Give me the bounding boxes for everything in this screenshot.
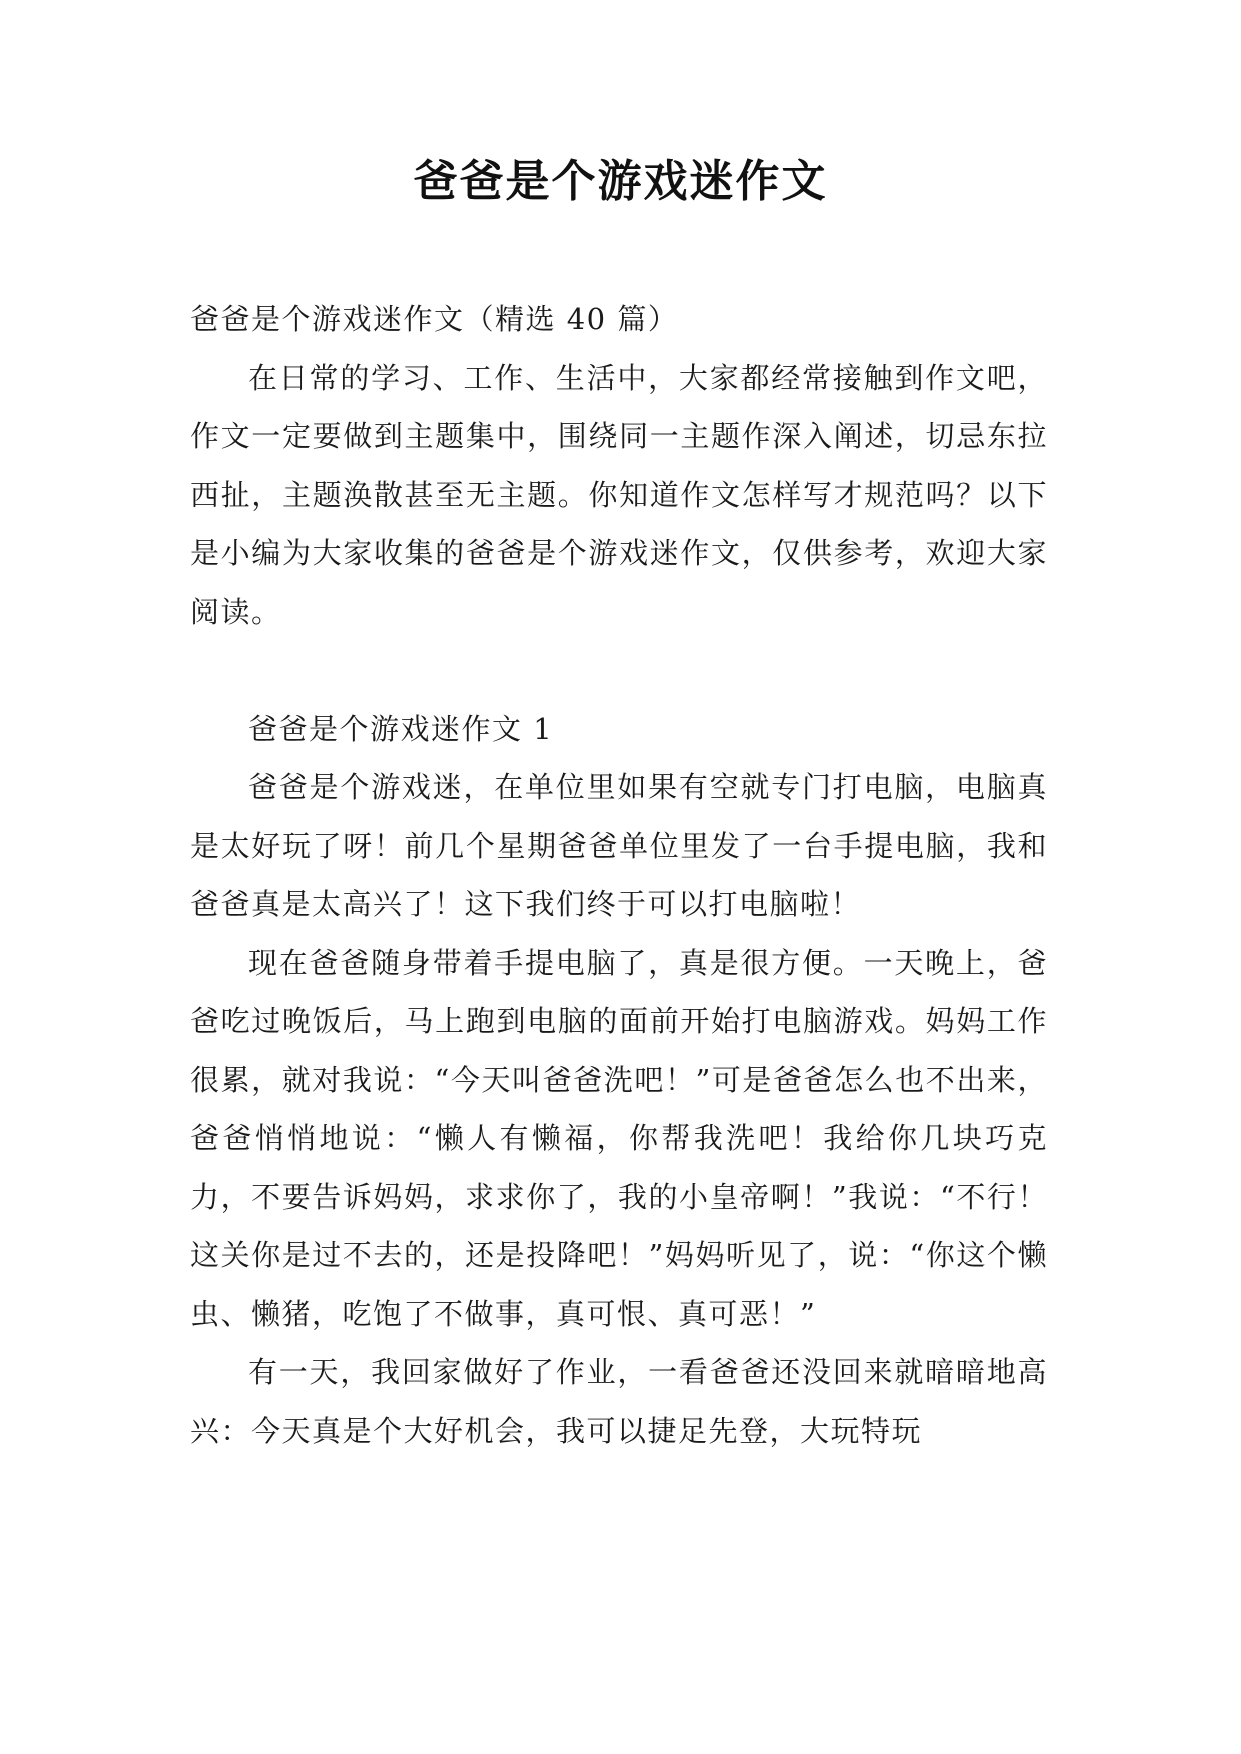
body-paragraph: 爸爸是个游戏迷，在单位里如果有空就专门打电脑，电脑真是太好玩了呀！前几个星期爸爸单位里发了一台手提电脑，我和爸爸真是太高兴了！这下我们终于可以打电脑啦！ (190, 770, 1048, 921)
document-body (190, 290, 1048, 1460)
document-title: 爸爸是个游戏迷作文 (413, 156, 828, 207)
body-paragraph: 现在爸爸随身带着手提电脑了，真是很方便。一天晚上，爸爸吃过晚饭后，马上跑到电脑的面前开始打电脑游戏。妈妈工作很累，就对我说：“今天叫爸爸洗吧！”可是爸爸怎么也不出来，爸爸悄悄地说：“懒人有懒福，你帮我洗吧！我给你几块巧克力，不要告诉妈妈，求求你了，我的小皇帝啊！”我说：“不行！这关你是过不去的，还是投降吧！”妈妈听见了，说：“你这个懒虫、懒猪，吃饱了不做事，真可恨、真可恶！” (190, 945, 1048, 1331)
document-subtitle: 爸爸是个游戏迷作文（精选 40 篇） (190, 302, 679, 336)
section-spacer (190, 641, 1048, 700)
body-paragraph: 有一天，我回家做好了作业，一看爸爸还没回来就暗暗地高兴：今天真是个大好机会，我可以捷足先登，大玩特玩 (190, 1355, 1048, 1448)
section-heading: 爸爸是个游戏迷作文 1 (248, 711, 554, 746)
intro-paragraph: 在日常的学习、工作、生活中，大家都经常接触到作文吧，作文一定要做到主题集中，围绕同一主题作深入阐述，切忌东拉西扯，主题涣散甚至无主题。你知道作文怎样写才规范吗？以下是小编为大家收集的爸爸是个游戏迷作文，仅供参考，欢迎大家阅读。 (190, 360, 1048, 629)
